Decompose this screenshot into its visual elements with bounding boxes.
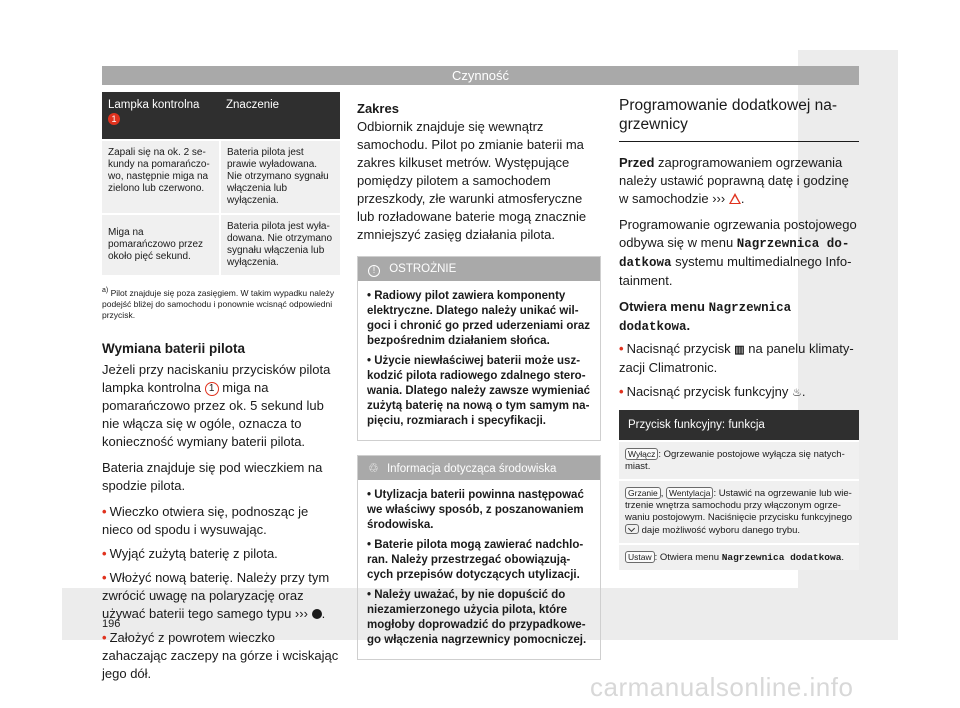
battery-location: Bateria znajduje się pod wieczkiem na spodzie pilota.	[102, 459, 323, 493]
chevron-down-icon	[625, 524, 639, 534]
marker-icon: 1	[205, 382, 219, 396]
marker-icon: 1	[108, 113, 120, 125]
function-table-header: Przycisk funkcyjny: funkcja	[619, 410, 859, 440]
caution-ref-icon	[312, 609, 322, 619]
column-right	[619, 96, 859, 570]
key-ventilation: Wentylacja	[666, 487, 713, 499]
table-header-lamp: Lampka kontrolna 1	[102, 92, 220, 140]
environment-box	[357, 455, 601, 660]
page-number: 196	[102, 618, 121, 630]
list-item: • Użycie niewłaściwej baterii może uszkodzić pilota radiowego zdalnego sterowania. Dlatego należy zawsze wymieniać zużytą baterię na nową o tym samym napięciu, rozmiarach i specyfikacji.	[367, 355, 591, 427]
battery-paragraph: Jeżeli przy naciskaniu przycisków pilota lampka kontrolna 1 miga na pomarańczowo przez ok. 5 sekund lub nie włącza się w ogóle, oznacza to konieczność wymiany baterii pilota.	[102, 361, 331, 449]
range-paragraph: Odbiornik znajduje się wewnątrz samochodu. Pilot po zmianie baterii ma zakres kilkuset metrów. Występujące pomiędzy pilotem a samochodem przeszkody, złe warunki atmosferyczne lub rozładowane baterie mogą znacznie zmniejszyć zasięg działania pilota.	[357, 119, 587, 242]
list-item: • Włożyć nową baterię. Należy przy tym zwrócić uwagę na polaryzację oraz używać baterii tego samego typu ››› .	[102, 569, 330, 621]
warning-icon	[729, 193, 741, 204]
key-set: Ustaw	[625, 551, 655, 563]
table-header-meaning: Znaczenie	[220, 92, 340, 140]
column-middle	[357, 100, 601, 660]
caution-box	[357, 256, 601, 441]
section-header: Czynność	[102, 66, 859, 85]
table-row: Ustaw : Otwiera menu Nagrzewnica dodatkowa.	[619, 543, 859, 570]
table-row: Wyłącz : Ogrzewanie postojowe wyłącza się natychmiast.	[619, 440, 859, 479]
table-row: Grzanie , Wentylacja : Ustawić na ogrzewanie lub wietrzenie wnętrza samochodu przy włączonym ogrzewaniu postojowym. Naciśnięcie przycisku funkcyjnego daje możliwość wyboru danego trybu.	[619, 479, 859, 543]
footnote: $^{a)}$ Pilot znajduje się poza zasięgiem. W takim wypadku należy podejść bliżej do samochodu i ponownie wcisnąć odpowiedni przycisk.	[102, 287, 335, 320]
programming-intro: Przed zaprogramowaniem ogrzewania należy ustawić poprawną datę i godzinę w samochodzie ››› .	[619, 155, 849, 206]
list-item: • Wyjąć zużytą baterię z pilota.	[102, 545, 278, 561]
recycle-icon: ♲	[368, 461, 379, 475]
caution-header: ! OSTROŻNIE	[358, 257, 600, 281]
function-table	[619, 410, 859, 570]
open-menu-line: Otwiera menu Nagrzewnica dodatkowa.	[619, 299, 792, 334]
column-left	[102, 92, 340, 689]
key-heating: Grzanie	[625, 487, 661, 499]
range-heading: Zakres	[357, 101, 399, 116]
environment-header: ♲ Informacja dotycząca środowiska	[358, 456, 600, 480]
table-row: Miga na pomarańczowo przez około pięć sekund. Bateria pilota jest wyładowana. Nie otrzymano sygnału włączenia lub wyłączenia.	[102, 214, 340, 275]
table-row: Zapali się na ok. 2 sekundy na pomarańczowo, następnie miga na zielono lub czerwono. Bateria pilota jest prawie wyładowana. Nie otrzymano sygnału włączenia lub wyłączenia.	[102, 140, 340, 214]
list-item: • Nacisnąć przycisk funkcyjny ♨.	[619, 384, 806, 399]
list-item: • Należy uważać, by nie dopuścić do niezamierzonego użycia pilota, które mogłoby doprowadzić do przypadkowego włączenia nagrzewnicy pomocniczej.	[367, 589, 587, 646]
list-item: • Baterie pilota mogą zawierać nadchloran. Należy przestrzegać obowiązujących przepisów dotyczących utylizacji.	[367, 539, 584, 581]
list-item: • Nacisnąć przycisk ▥ na panelu klimatyzacji Climatronic.	[619, 341, 854, 375]
list-item: • Utylizacja baterii powinna następować we właściwy sposób, z poszanowaniem środowiska.	[367, 489, 584, 531]
list-item: • Założyć z powrotem wieczko zahaczając zaczepy na górze i wciskając jego dół.	[102, 629, 339, 681]
key-off: Wyłącz	[625, 448, 658, 460]
caution-icon: !	[368, 265, 380, 277]
function-button-icon: ♨	[792, 387, 802, 399]
menu-button-icon: ▥	[734, 344, 745, 356]
battery-heading: Wymiana baterii pilota	[102, 340, 246, 356]
programming-heading: Programowanie dodatkowej nagrzewnicy	[619, 96, 859, 142]
list-item: • Radiowy pilot zawiera komponenty elektryczne. Dlatego należy unikać wilgoci i chronić go przed uderzeniami oraz bezpośrednim działaniem słońca.	[367, 290, 591, 347]
watermark: carmanualsonline.info	[590, 672, 854, 702]
indicator-table	[102, 92, 340, 275]
list-item: • Wieczko otwiera się, podnosząc je nieco od spodu i wysuwając.	[102, 503, 309, 537]
programming-menu-paragraph: Programowanie ogrzewania postojowego odbywa się w menu Nagrzewnica dodatkowa systemu multimedialnego Infotainment.	[619, 217, 857, 288]
